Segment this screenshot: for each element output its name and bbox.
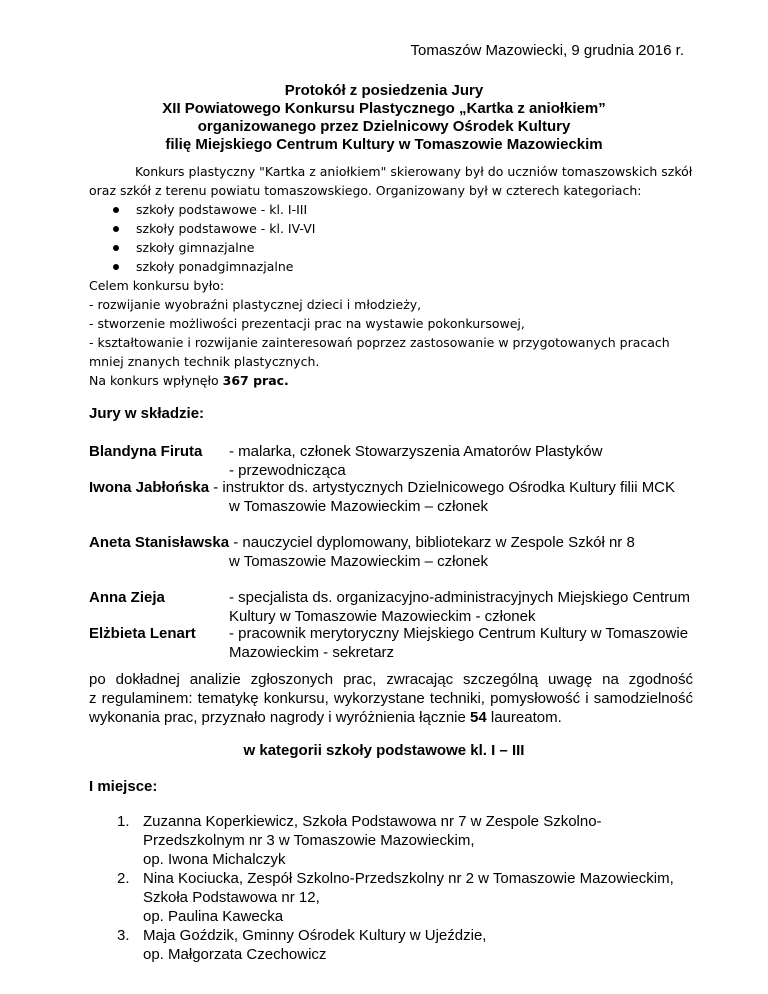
jury-member-name: Elżbieta Lenart (89, 625, 196, 642)
title-line-1: Protokół z posiedzenia Jury (284, 82, 484, 99)
date-line: Tomaszów Mazowiecki, 9 grudnia 2016 r. (410, 42, 684, 59)
jury-member-desc: - specjalista ds. organizacyjno-administracyjnych Miejskiego Centrum Kultury w Tomaszowie Mazowieckim - członek (229, 589, 691, 625)
category-heading: w kategorii szkoły podstawowe kl. I – III (243, 742, 525, 759)
jury-member-name: Iwona Jabłońska (89, 479, 210, 496)
bullet-icon (113, 264, 119, 270)
intro-line-1: Konkurs plastyczny "Kartka z aniołkiem" skierowany był do uczniów tomaszowskich szkół (135, 164, 693, 179)
summary-line-2: z regulaminem: tematykę konkursu, wykorzystane techniki, pomysłowość i samodzielność (89, 690, 693, 707)
summary-line-1: po dokładnej analizie zgłoszonych prac, zwracając szczególną uwagę na zgodność (89, 671, 693, 688)
bullet-icon (113, 226, 119, 232)
jury-member-desc-cont: w Tomaszowie Mazowieckim – członek (229, 553, 488, 570)
title-line-4: filię Miejskiego Centrum Kultury w Tomaszowie Mazowieckim (165, 136, 603, 153)
jury-member-desc: - nauczyciel dyplomowany, bibliotekarz w Zespole Szkół nr 8 (229, 534, 635, 551)
winner-number: 1. (117, 813, 130, 830)
jury-heading: Jury w składzie: (89, 405, 205, 422)
winner-entry: Zuzanna Koperkiewicz, Szkoła Podstawowa nr 7 w Zespole Szkolno- Przedszkolnym nr 3 w Tomaszowie Mazowieckim, op. Iwona Michalczyk (143, 813, 602, 868)
laureates-count: 54 (470, 709, 487, 726)
jury-member-name: Blandyna Firuta (89, 443, 203, 460)
summary-line-3: wykonania prac, przyznało nagrody i wyróżnienia łącznie 54 laureatom. (89, 709, 562, 726)
goal-line: - stworzenie możliwości prezentacji prac na wystawie pokonkursowej, (89, 316, 525, 331)
jury-member-desc: - instruktor ds. artystycznych Dzielnicowego Ośrodka Kultury filii MCK (209, 479, 676, 496)
goals-heading: Celem konkursu było: (89, 278, 225, 293)
jury-member-name: Aneta Stanisławska (89, 534, 230, 551)
jury-member-desc-cont: w Tomaszowie Mazowieckim – członek (229, 498, 488, 515)
bullet-icon (113, 207, 119, 213)
goal-line: - kształtowanie i rozwijanie zainteresowań poprzez zastosowanie w przygotowanych pracach (89, 335, 670, 350)
title-line-3: organizowanego przez Dzielnicowy Ośrodek Kultury (197, 118, 571, 135)
title-line-2: XII Powiatowego Konkursu Plastycznego „Kartka z aniołkiem” (162, 100, 606, 117)
document-page: Tomaszów Mazowiecki, 9 grudnia 2016 r. Protokół z posiedzenia Jury XII Powiatowego Konkursu Plastycznego „Kartka z aniołkiem” organizowanego przez Dzielnicowy Ośrodek Kultury filię Miejskiego Centrum Kultury w Tomaszowie Mazowieckim Konkurs plastyczny "Kartka z aniołkiem" skierowany był do uczniów tomaszowskich szkół oraz szkół z terenu powiatu tomaszowskiego. Organizowany był w czterech kategoriach: szkoły podstawowe - kl. I-III szkoły podstawowe - kl. IV-VI szkoły gimnazjalne szkoły ponadgimnazjalne Celem konkursu było: - rozwijanie wyobraźni plastycznej dzieci i młodzieży, - stworzenie możliwości prezentacji prac na wystawie pokonkursowej, - kształtowanie i rozwijanie zainteresowań poprzez zastosowanie w przygotowanych pracach mniej znanych technik plastycznych. Na konkurs wpłynęło 367 prac. Jury w składzie: Blandyna Firuta - malarka, członek Stowarzyszenia Amatorów Plastyków - przewodnicząca Iwona Jabłońska - instruktor ds. artystycznych Dzielnicowego Ośrodka Kultury filii MCK w Tomaszowie Mazowieckim – członek Aneta Stanisławska - nauczyciel dyplomowany, bibliotekarz w Zespole Szkół nr 8 w Tomaszowie Mazowieckim – członek Anna Zieja - specjalista ds. organizacyjno-administracyjnych Miejskiego Centrum Kultury w Tomaszowie Mazowieckim - członek Elżbieta Lenart - pracownik merytoryczny Miejskiego Centrum Kultury w Tomaszowie Mazowieckim - sekretarz po dokładnej analizie zgłoszonych prac, zwracając szczególną uwagę na zgodność z regulaminem: tematykę konkursu, wykorzystane techniki, pomysłowość i samodzielność wykonania prac, przyznało nagrody i wyróżnienia łącznie 54 laureatom. w kategorii szkoły podstawowe kl. I – III I miejsce: 1. Zuzanna Koperkiewicz, Szkoła Podstawowa nr 7 w Zespole Szkolno- Przedszkolnym nr 3 w Tomaszowie Mazowieckim, op. Iwona Michalczyk 2. Nina Kociucka, Zespół Szkolno-Przedszkolny nr 2 w Tomaszowie Mazowieckim, Szkoła Podstawowa nr 12, op. Paulina Kawecka 3. Maja Goździk, Gminny Ośrodek Kultury w Ujeździe, op. Małgorzata Czechowicz (0, 0, 768, 994)
place-heading: I miejsce: (89, 778, 158, 795)
winner-entry: Maja Goździk, Gminny Ośrodek Kultury w Ujeździe, op. Małgorzata Czechowicz (143, 927, 487, 963)
entries-count: 367 prac. (222, 373, 289, 388)
winner-number: 2. (117, 870, 130, 887)
winner-number: 3. (117, 927, 130, 944)
winner-entry: Nina Kociucka, Zespół Szkolno-Przedszkolny nr 2 w Tomaszowie Mazowieckim, Szkoła Podstawowa nr 12, op. Paulina Kawecka (143, 870, 674, 925)
jury-member-desc: - malarka, członek Stowarzyszenia Amatorów Plastyków - przewodnicząca (229, 443, 603, 479)
intro-line-2: oraz szkół z terenu powiatu tomaszowskiego. Organizowany był w czterech kategoriach: (89, 183, 642, 198)
goal-line: mniej znanych technik plastycznych. (89, 354, 320, 369)
goal-line: - rozwijanie wyobraźni plastycznej dzieci i młodzieży, (89, 297, 422, 312)
jury-member-row (89, 478, 675, 497)
jury-member-name: Anna Zieja (89, 589, 165, 606)
entries-line: Na konkurs wpłynęło 367 prac. (89, 373, 289, 388)
jury-member-desc: - pracownik merytoryczny Miejskiego Centrum Kultury w Tomaszowie Mazowieckim - sekretarz (229, 625, 689, 661)
bullet-icon (113, 245, 119, 251)
jury-member-row (89, 533, 635, 552)
